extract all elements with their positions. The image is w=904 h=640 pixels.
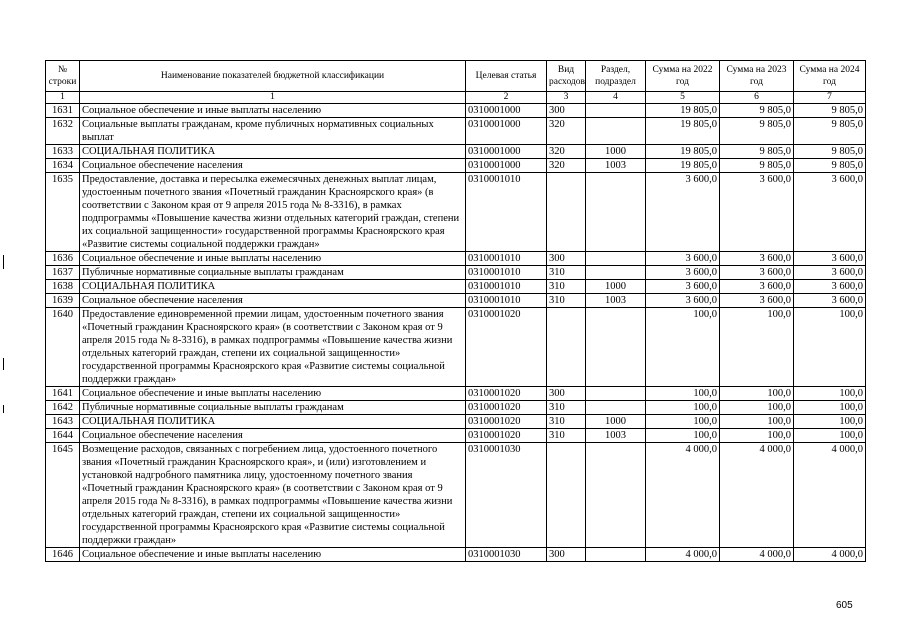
sum-2023: 3 600,0 — [720, 280, 794, 294]
expense-type: 300 — [547, 104, 586, 118]
scan-edge-mark — [3, 405, 4, 413]
sum-2022: 100,0 — [646, 429, 720, 443]
header-row-no: № строки — [46, 61, 80, 92]
expense-type: 310 — [547, 415, 586, 429]
table-row — [46, 118, 866, 145]
sum-2024: 3 600,0 — [794, 280, 866, 294]
row-number: 1632 — [46, 118, 80, 145]
target-article: 0310001020 — [466, 415, 547, 429]
sum-2023: 100,0 — [720, 387, 794, 401]
expense-type — [547, 443, 586, 548]
indicator-name: Социальное обеспечение населения — [80, 159, 466, 173]
expense-type — [547, 173, 586, 252]
table-row — [46, 429, 866, 443]
table-row — [46, 548, 866, 562]
sum-2022: 3 600,0 — [646, 294, 720, 308]
sum-2024: 3 600,0 — [794, 252, 866, 266]
table-row — [46, 401, 866, 415]
indicator-name: Социальное обеспечение и иные выплаты населению — [80, 104, 466, 118]
target-article: 0310001000 — [466, 159, 547, 173]
scan-edge-mark — [3, 255, 4, 269]
row-number: 1636 — [46, 252, 80, 266]
sum-2022: 19 805,0 — [646, 104, 720, 118]
sum-2024: 4 000,0 — [794, 443, 866, 548]
section-subsection: 1000 — [586, 415, 646, 429]
column-number: 5 — [646, 92, 720, 104]
sum-2022: 4 000,0 — [646, 548, 720, 562]
table-row — [46, 280, 866, 294]
sum-2023: 3 600,0 — [720, 173, 794, 252]
sum-2024: 3 600,0 — [794, 294, 866, 308]
indicator-name: Возмещение расходов, связанных с погребением лица, удостоенного почетного звания «Почетный гражданин Красноярского края», и (или) изготовлением и установкой надгробного памятника лицу, удостоенному почетного звания «Почетный гражданин Красноярского края» (в соответствии с Законом края от 9 апреля 2015 года № 8-3316), в рамках подпрограммы «Повышение качества жизни отдельных категорий граждан, степени их социальной защищенности» государственной программы Красноярского края «Развитие системы социальной поддержки граждан» — [80, 443, 466, 548]
indicator-name: Предоставление единовременной премии лицам, удостоенным почетного звания «Почетный гражданин Красноярского края» (в соответствии с Законом края от 9 апреля 2015 года № 8-3316), в рамках подпрограммы «Повышение качества жизни отдельных категорий граждан, степени их социальной защищенности» государственной программы Красноярского края «Развитие системы социальной поддержки граждан» — [80, 308, 466, 387]
row-number: 1641 — [46, 387, 80, 401]
target-article: 0310001010 — [466, 280, 547, 294]
sum-2022: 19 805,0 — [646, 145, 720, 159]
sum-2022: 3 600,0 — [646, 266, 720, 280]
sum-2022: 19 805,0 — [646, 159, 720, 173]
header-sum-2022: Сумма на 2022 год — [646, 61, 720, 92]
table-row — [46, 173, 866, 252]
section-subsection — [586, 401, 646, 415]
sum-2024: 100,0 — [794, 415, 866, 429]
section-subsection — [586, 266, 646, 280]
sum-2024: 3 600,0 — [794, 266, 866, 280]
expense-type: 310 — [547, 429, 586, 443]
section-subsection — [586, 118, 646, 145]
section-subsection: 1003 — [586, 294, 646, 308]
section-subsection — [586, 308, 646, 387]
header-target: Целевая статья — [466, 61, 547, 92]
sum-2023: 4 000,0 — [720, 548, 794, 562]
target-article: 0310001020 — [466, 308, 547, 387]
scan-edge-mark — [3, 358, 4, 370]
indicator-name: Социальное обеспечение населения — [80, 429, 466, 443]
target-article: 0310001020 — [466, 401, 547, 415]
indicator-name: СОЦИАЛЬНАЯ ПОЛИТИКА — [80, 145, 466, 159]
table-row — [46, 145, 866, 159]
sum-2023: 100,0 — [720, 415, 794, 429]
target-article: 0310001000 — [466, 145, 547, 159]
row-number: 1633 — [46, 145, 80, 159]
sum-2023: 100,0 — [720, 429, 794, 443]
column-number: 6 — [720, 92, 794, 104]
target-article: 0310001020 — [466, 387, 547, 401]
expense-type — [547, 308, 586, 387]
expense-type: 310 — [547, 280, 586, 294]
expense-type: 320 — [547, 145, 586, 159]
table-row — [46, 308, 866, 387]
sum-2022: 3 600,0 — [646, 173, 720, 252]
sum-2023: 9 805,0 — [720, 118, 794, 145]
sum-2022: 3 600,0 — [646, 280, 720, 294]
table-row — [46, 294, 866, 308]
sum-2023: 9 805,0 — [720, 145, 794, 159]
sum-2022: 3 600,0 — [646, 252, 720, 266]
indicator-name: Социальное обеспечение и иные выплаты населению — [80, 548, 466, 562]
section-subsection — [586, 173, 646, 252]
sum-2022: 100,0 — [646, 415, 720, 429]
sum-2023: 3 600,0 — [720, 294, 794, 308]
expense-type: 300 — [547, 548, 586, 562]
sum-2022: 100,0 — [646, 308, 720, 387]
sum-2023: 3 600,0 — [720, 252, 794, 266]
column-number: 3 — [547, 92, 586, 104]
row-number: 1638 — [46, 280, 80, 294]
column-number: 1 — [46, 92, 80, 104]
table-row — [46, 443, 866, 548]
sum-2023: 3 600,0 — [720, 266, 794, 280]
header-section: Раздел, подраздел — [586, 61, 646, 92]
header-name: Наименование показателей бюджетной классификации — [80, 61, 466, 92]
sum-2023: 9 805,0 — [720, 104, 794, 118]
indicator-name: Социальное обеспечение и иные выплаты населению — [80, 252, 466, 266]
page-number: 605 — [836, 600, 853, 611]
sum-2024: 9 805,0 — [794, 104, 866, 118]
target-article: 0310001000 — [466, 118, 547, 145]
sum-2024: 100,0 — [794, 387, 866, 401]
row-number: 1634 — [46, 159, 80, 173]
indicator-name: Социальные выплаты гражданам, кроме публичных нормативных социальных выплат — [80, 118, 466, 145]
target-article: 0310001010 — [466, 173, 547, 252]
section-subsection: 1000 — [586, 280, 646, 294]
section-subsection: 1003 — [586, 429, 646, 443]
indicator-name: Предоставление, доставка и пересылка ежемесячных денежных выплат лицам, удостоенным почетного звания «Почетный гражданин Красноярского края» (в соответствии с Законом края от 9 апреля 2015 года № 8-3316), в рамках подпрограммы «Повышение качества жизни отдельных категорий граждан, степени их социальной защищенности» государственной программы Красноярского края «Развитие системы социальной поддержки граждан» — [80, 173, 466, 252]
header-vid: Вид расходов — [547, 61, 586, 92]
sum-2023: 100,0 — [720, 401, 794, 415]
sum-2023: 9 805,0 — [720, 159, 794, 173]
table-row — [46, 159, 866, 173]
sum-2024: 100,0 — [794, 308, 866, 387]
table-row — [46, 252, 866, 266]
target-article: 0310001010 — [466, 266, 547, 280]
section-subsection: 1000 — [586, 145, 646, 159]
section-subsection — [586, 387, 646, 401]
sum-2024: 100,0 — [794, 429, 866, 443]
expense-type: 300 — [547, 252, 586, 266]
indicator-name: Публичные нормативные социальные выплаты гражданам — [80, 401, 466, 415]
table-row — [46, 387, 866, 401]
target-article: 0310001010 — [466, 294, 547, 308]
target-article: 0310001010 — [466, 252, 547, 266]
expense-type: 320 — [547, 159, 586, 173]
column-number: 1 — [80, 92, 466, 104]
sum-2022: 100,0 — [646, 387, 720, 401]
sum-2024: 4 000,0 — [794, 548, 866, 562]
header-sum-2023: Сумма на 2023 год — [720, 61, 794, 92]
table-body — [46, 104, 866, 562]
column-number-row — [46, 92, 866, 104]
row-number: 1631 — [46, 104, 80, 118]
section-subsection — [586, 104, 646, 118]
table-row — [46, 104, 866, 118]
row-number: 1646 — [46, 548, 80, 562]
table-row — [46, 415, 866, 429]
expense-type: 300 — [547, 387, 586, 401]
target-article: 0310001020 — [466, 429, 547, 443]
sum-2022: 100,0 — [646, 401, 720, 415]
sum-2024: 9 805,0 — [794, 145, 866, 159]
sum-2024: 100,0 — [794, 401, 866, 415]
section-subsection: 1003 — [586, 159, 646, 173]
indicator-name: СОЦИАЛЬНАЯ ПОЛИТИКА — [80, 280, 466, 294]
section-subsection — [586, 443, 646, 548]
row-number: 1643 — [46, 415, 80, 429]
column-number: 7 — [794, 92, 866, 104]
row-number: 1637 — [46, 266, 80, 280]
row-number: 1642 — [46, 401, 80, 415]
expense-type: 320 — [547, 118, 586, 145]
column-number: 4 — [586, 92, 646, 104]
expense-type: 310 — [547, 401, 586, 415]
sum-2023: 100,0 — [720, 308, 794, 387]
row-number: 1645 — [46, 443, 80, 548]
header-row — [46, 61, 866, 92]
sum-2024: 9 805,0 — [794, 159, 866, 173]
indicator-name: Публичные нормативные социальные выплаты гражданам — [80, 266, 466, 280]
column-number: 2 — [466, 92, 547, 104]
sum-2022: 19 805,0 — [646, 118, 720, 145]
sum-2022: 4 000,0 — [646, 443, 720, 548]
row-number: 1635 — [46, 173, 80, 252]
sum-2023: 4 000,0 — [720, 443, 794, 548]
section-subsection — [586, 548, 646, 562]
row-number: 1644 — [46, 429, 80, 443]
indicator-name: Социальное обеспечение населения — [80, 294, 466, 308]
row-number: 1640 — [46, 308, 80, 387]
section-subsection — [586, 252, 646, 266]
sum-2024: 3 600,0 — [794, 173, 866, 252]
indicator-name: Социальное обеспечение и иные выплаты населению — [80, 387, 466, 401]
row-number: 1639 — [46, 294, 80, 308]
table-row — [46, 266, 866, 280]
header-sum-2024: Сумма на 2024 год — [794, 61, 866, 92]
target-article: 0310001030 — [466, 548, 547, 562]
target-article: 0310001030 — [466, 443, 547, 548]
target-article: 0310001000 — [466, 104, 547, 118]
budget-table — [45, 60, 866, 562]
expense-type: 310 — [547, 266, 586, 280]
indicator-name: СОЦИАЛЬНАЯ ПОЛИТИКА — [80, 415, 466, 429]
sum-2024: 9 805,0 — [794, 118, 866, 145]
expense-type: 310 — [547, 294, 586, 308]
